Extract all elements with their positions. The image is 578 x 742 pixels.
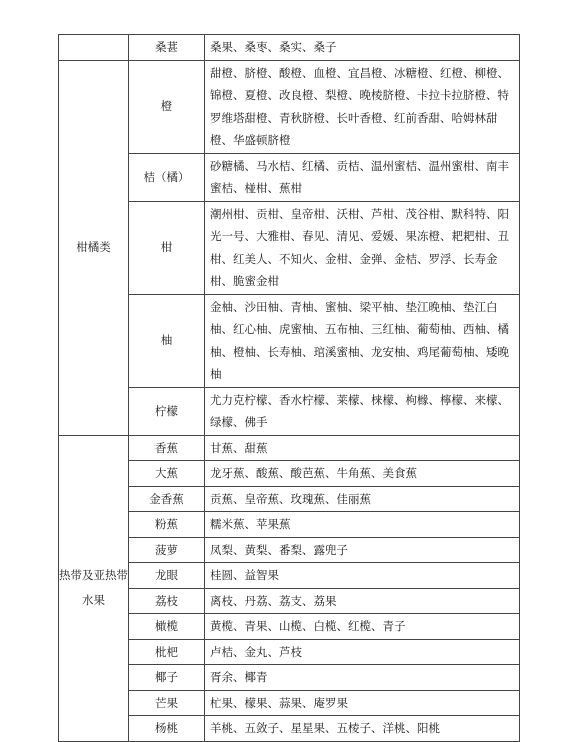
fruit-name-cell: 金香蕉 [129, 486, 205, 512]
fruit-name-cell: 椰子 [129, 665, 205, 691]
aliases-cell: 金柚、沙田柚、青柚、蜜柚、梁平柚、垫江晚柚、垫江白柚、红心柚、虎蜜柚、五布柚、三红柚、葡萄柚、西柚、橘柚、橙柚、长寿柚、琯溪蜜柚、龙安柚、鸡尾葡萄柚、矮晚柚 [205, 294, 520, 387]
table-row [59, 639, 520, 665]
table-row [59, 614, 520, 640]
fruit-name-cell: 桑葚 [129, 35, 205, 61]
aliases-cell: 龙牙蕉、酸蕉、酸芭蕉、牛角蕉、美食蕉 [205, 461, 520, 487]
table-row [59, 512, 520, 538]
fruit-name-cell: 芒果 [129, 690, 205, 716]
table-row [59, 435, 520, 461]
aliases-cell: 离枝、丹荔、荔支、荔果 [205, 588, 520, 614]
category-cell-empty [59, 35, 129, 61]
aliases-cell: 甘蕉、甜蕉 [205, 435, 520, 461]
fruit-name-cell: 桔（橘） [129, 153, 205, 201]
table-row [59, 153, 520, 201]
fruit-name-cell: 柑 [129, 201, 205, 294]
table-row [59, 294, 520, 387]
aliases-cell: 潮州柑、贡柑、皇帝柑、沃柑、芦柑、茂谷柑、默科特、阳光一号、大雅柑、春见、清见、爱媛、果冻橙、耙耙柑、丑柑、红美人、不知火、金柑、金弹、金桔、罗浮、长寿金柑、脆蜜金柑 [205, 201, 520, 294]
fruit-name-cell: 枇杷 [129, 639, 205, 665]
fruit-name-cell: 荔枝 [129, 588, 205, 614]
aliases-cell: 凤梨、黄梨、番梨、露兜子 [205, 537, 520, 563]
fruit-name-cell: 香蕉 [129, 435, 205, 461]
aliases-cell: 贡蕉、皇帝蕉、玫瑰蕉、佳丽蕉 [205, 486, 520, 512]
table-row [59, 588, 520, 614]
table-row [59, 716, 520, 742]
category-cell-tropical: 热带及亚热带水果 [59, 435, 129, 741]
aliases-cell: 桂圆、益智果 [205, 563, 520, 589]
table-row [59, 461, 520, 487]
category-cell-citrus: 柑橘类 [59, 60, 129, 435]
table-row [59, 690, 520, 716]
aliases-cell: 砂糖橘、马水桔、红橘、贡桔、温州蜜桔、温州蜜柑、南丰蜜桔、椪柑、蕉柑 [205, 153, 520, 201]
aliases-cell: 杧果、檬果、蒜果、庵罗果 [205, 690, 520, 716]
aliases-cell: 甜橙、脐橙、酸橙、血橙、宜昌橙、冰糖橙、红橙、柳橙、锦橙、夏橙、改良橙、梨橙、晚棱脐橙、卡拉卡拉脐橙、特罗维塔甜橙、青秋脐橙、长叶香橙、红前香甜、哈姆林甜橙、华盛顿脐橙 [205, 60, 520, 153]
aliases-cell: 胥余、椰青 [205, 665, 520, 691]
table-row [59, 486, 520, 512]
fruit-name-cell: 橙 [129, 60, 205, 153]
table-row [59, 60, 520, 153]
aliases-cell: 桑果、桑枣、桑实、桑子 [205, 35, 520, 61]
table-row [59, 387, 520, 435]
aliases-cell: 尤力克柠檬、香水柠檬、莱檬、梾檬、枸橼、檸檬、来檬、绿檬、佛手 [205, 387, 520, 435]
fruit-name-cell: 菠萝 [129, 537, 205, 563]
fruit-table [58, 34, 520, 742]
fruit-name-cell: 杨桃 [129, 716, 205, 742]
table-row [59, 537, 520, 563]
fruit-name-cell: 柠檬 [129, 387, 205, 435]
fruit-name-cell: 龙眼 [129, 563, 205, 589]
fruit-name-cell: 橄榄 [129, 614, 205, 640]
aliases-cell: 黄榄、青果、山榄、白榄、红榄、青子 [205, 614, 520, 640]
table-row [59, 665, 520, 691]
fruit-name-cell: 大蕉 [129, 461, 205, 487]
aliases-cell: 糯米蕉、苹果蕉 [205, 512, 520, 538]
table-row [59, 35, 520, 61]
table-row [59, 201, 520, 294]
fruit-alias-table [58, 34, 520, 742]
fruit-name-cell: 柚 [129, 294, 205, 387]
aliases-cell: 卢桔、金丸、芦枝 [205, 639, 520, 665]
fruit-name-cell: 粉蕉 [129, 512, 205, 538]
aliases-cell: 羊桃、五敛子、星星果、五棱子、洋桃、阳桃 [205, 716, 520, 742]
